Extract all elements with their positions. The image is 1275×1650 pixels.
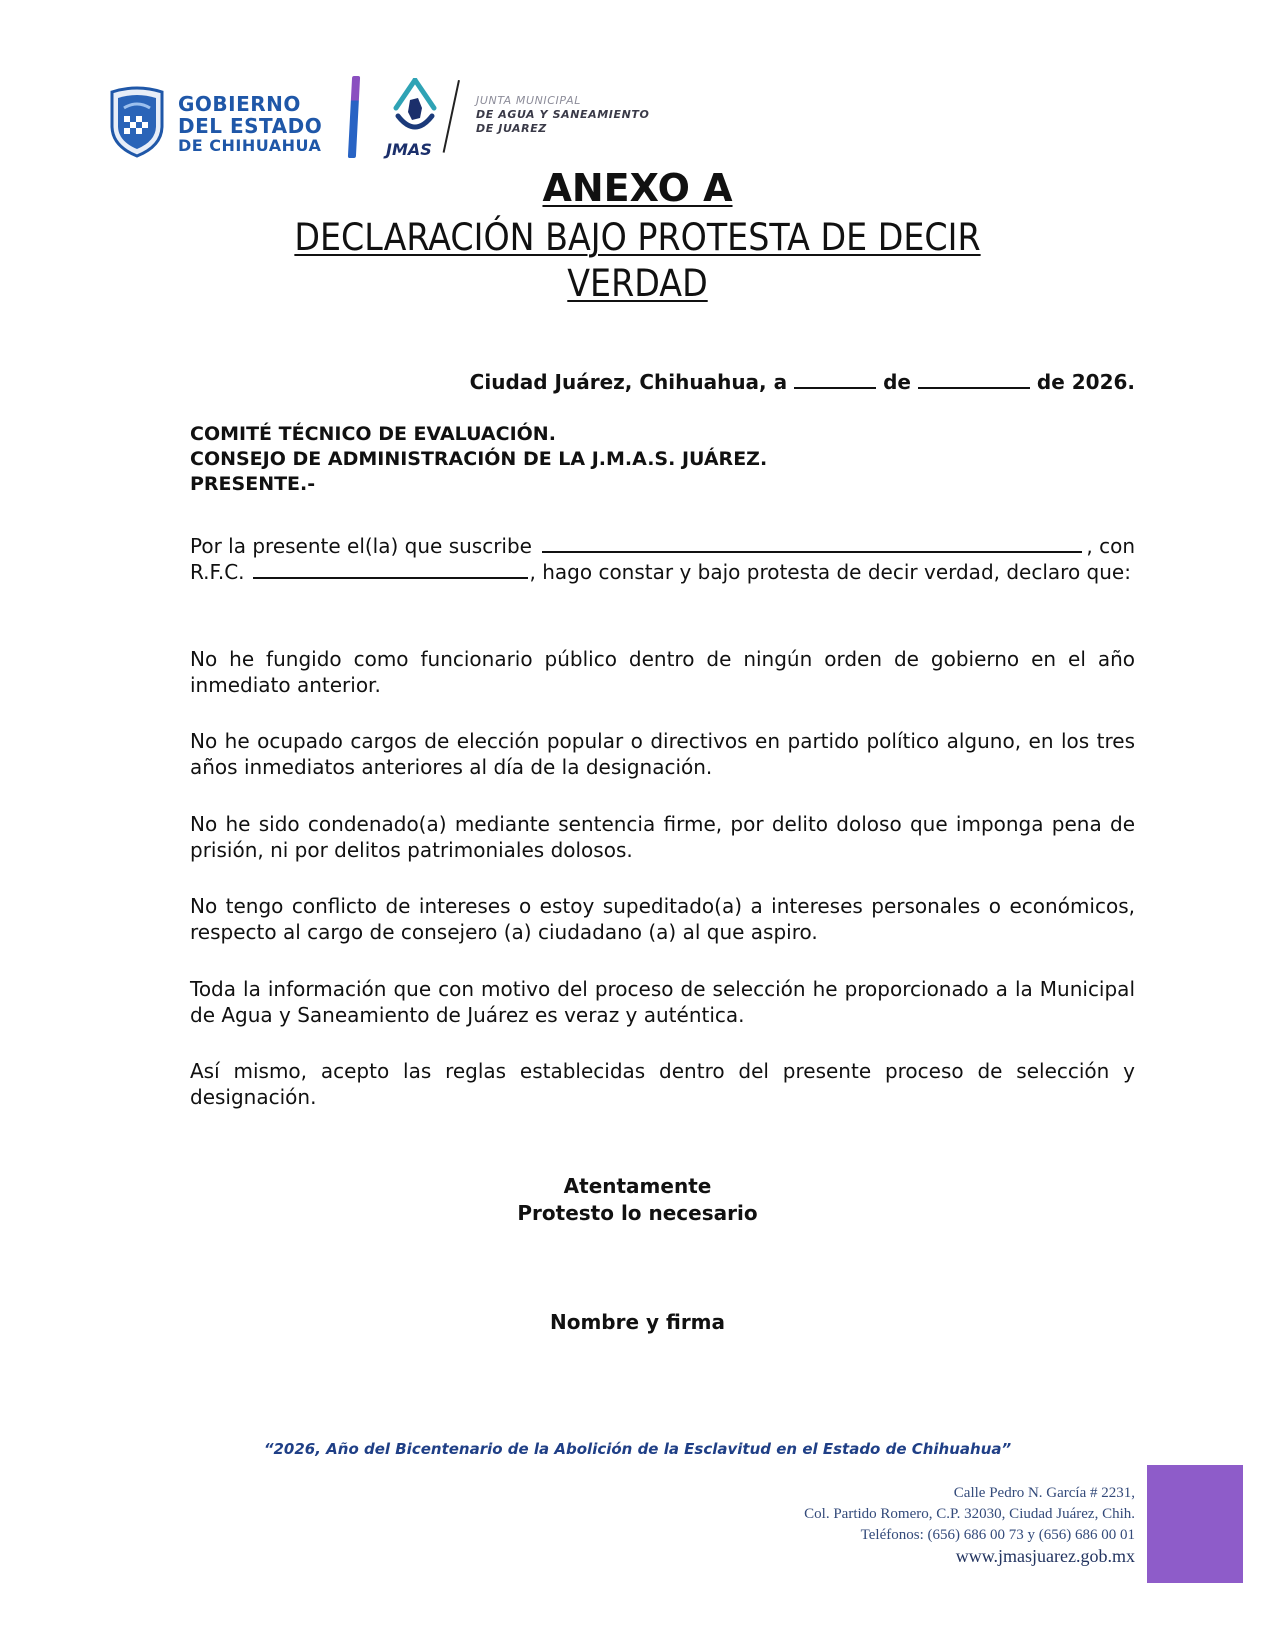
declaration-paragraph <box>190 1058 1135 1110</box>
date-line <box>470 370 1135 394</box>
jmas-logo-text: JMAS <box>386 140 432 159</box>
phone-numbers: Teléfonos: (656) 686 00 73 y (656) 686 00 01 <box>860 1527 1135 1543</box>
title-line1: ANEXO A <box>542 166 733 210</box>
closing-protesto: Protesto lo necesario <box>517 1201 758 1225</box>
name-blank-field[interactable] <box>542 550 1082 553</box>
date-suffix: de 2026. <box>1036 370 1135 394</box>
declaration-text-4: No tengo conflicto de intereses o estoy supeditado(a) a intereses personales o económicos, respecto al cargo de consejero (a) ciudadano (a) al que aspiro. <box>190 894 1135 944</box>
document-title <box>0 166 1275 210</box>
gov-logo-line2: DEL ESTADO <box>178 114 323 138</box>
declaration-paragraph <box>190 646 1135 698</box>
document-subtitle-line1 <box>64 216 1212 259</box>
closing-block <box>0 1173 1275 1227</box>
closing-atentamente: Atentamente <box>563 1174 712 1198</box>
addressee-line1: COMITÉ TÉCNICO DE EVALUACIÓN. <box>190 423 556 445</box>
footer-address <box>804 1483 1135 1567</box>
footer-motto: “2026, Año del Bicentenario de la Abolición de la Esclavitud en el Estado de Chihuahua” <box>263 1440 1012 1458</box>
junta-line1: JUNTA MUNICIPAL <box>476 94 581 107</box>
junta-municipal-text <box>476 94 649 136</box>
date-prefix: Ciudad Juárez, Chihuahua, a <box>469 370 788 394</box>
intro-text-3: R.F.C. <box>190 560 245 584</box>
addressee-line2: CONSEJO DE ADMINISTRACIÓN DE LA J.M.A.S. JUÁREZ. <box>190 448 768 470</box>
title-line2: DECLARACIÓN BAJO PROTESTA DE DECIR <box>294 216 981 259</box>
state-government-logo-text <box>178 94 322 154</box>
declaration-text-1: No he fungido como funcionario público dentro de ningún orden de gobierno en el año inmediato anterior. <box>190 647 1135 697</box>
jmas-water-drop-logo-icon <box>390 78 440 134</box>
document-subtitle-line2 <box>64 262 1212 305</box>
rfc-blank-field[interactable] <box>253 576 528 579</box>
addressee-block <box>190 422 767 497</box>
logo-slash-divider <box>443 80 460 153</box>
declaration-text-5: Toda la información que con motivo del proceso de selección he proporcionado a la Municipal de Agua y Saneamiento de Juárez es veraz y auténtica. <box>190 977 1135 1027</box>
addressee-line3: PRESENTE.- <box>190 473 316 495</box>
intro-paragraph <box>190 533 1135 585</box>
state-coat-of-arms-icon <box>108 86 166 158</box>
declaration-text-3: No he sido condenado(a) mediante sentencia firme, por delito doloso que imponga pena de prisión, ni por delitos patrimoniales dolosos. <box>190 812 1135 862</box>
month-blank-field[interactable] <box>918 386 1030 389</box>
logo-divider-bar <box>348 76 360 158</box>
junta-line2: DE AGUA Y SANEAMIENTO <box>476 108 650 121</box>
signature-label: Nombre y firma <box>549 1310 726 1334</box>
declaration-paragraph <box>190 811 1135 863</box>
address-line1: Calle Pedro N. García # 2231, <box>953 1485 1135 1501</box>
declaration-text-2: No he ocupado cargos de elección popular o directivos en partido político alguno, en los tres años inmediatos anteriores al día de la designación. <box>190 729 1135 779</box>
title-line3: VERDAD <box>567 262 708 305</box>
day-blank-field[interactable] <box>794 386 876 389</box>
address-line2: Col. Partido Romero, C.P. 32030, Ciudad Juárez, Chih. <box>804 1506 1135 1522</box>
declaration-text-6: Así mismo, acepto las reglas establecidas dentro del presente proceso de selección y designación. <box>190 1059 1135 1109</box>
footer-purple-accent-block <box>1147 1465 1243 1583</box>
declaration-paragraph <box>190 728 1135 780</box>
gov-logo-line1: GOBIERNO <box>178 92 301 116</box>
junta-line3: DE JUAREZ <box>476 122 547 135</box>
declaration-paragraph <box>190 976 1135 1028</box>
intro-text-1: Por la presente el(la) que suscribe <box>190 534 532 558</box>
date-de: de <box>883 370 911 394</box>
intro-text-4: , hago constar y bajo protesta de decir verdad, declaro que: <box>529 560 1131 584</box>
website-link[interactable]: www.jmasjuarez.gob.mx <box>955 1546 1135 1566</box>
declaration-paragraph <box>190 893 1135 945</box>
gov-logo-line3: DE CHIHUAHUA <box>178 136 322 155</box>
intro-text-2: , con <box>1086 534 1135 558</box>
